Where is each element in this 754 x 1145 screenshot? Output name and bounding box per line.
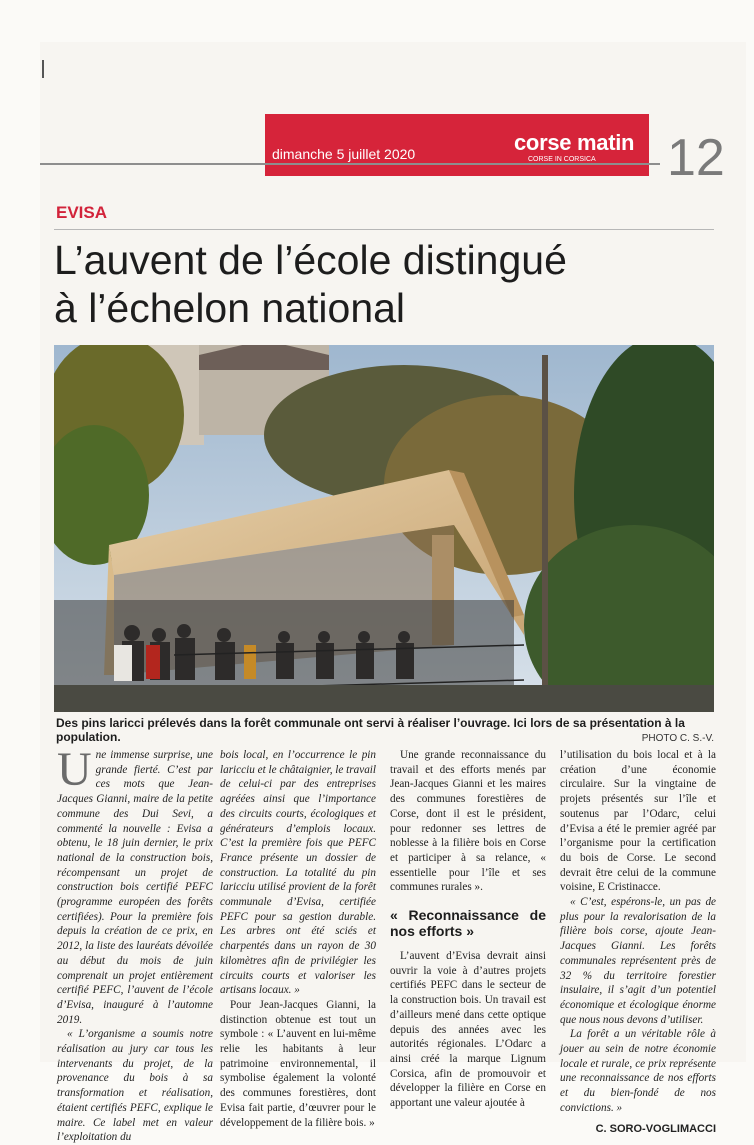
article-photo	[54, 345, 714, 712]
rubric-rule	[54, 229, 714, 230]
header-rule	[40, 163, 660, 165]
drop-cap: U	[57, 743, 92, 796]
paragraph: « L’organisme a soumis notre réalisation au jury car tous les intervenants du projet, de la provenance du bois à sa transformation et réalisation, étaient certifiés PEFC, explique le maire. Ce label met en valeur l’exploitation du	[57, 1028, 213, 1144]
paragraph: bois local, en l’occurrence le pin laricciu et le châtaignier, le travail de celui-ci par des entreprises agréées ainsi que l’importance des circuits courts, écologiques et générateurs d’emplois locaux. C’est la première fois que PEFC France présente un dossier de construction. La totalité du pin laricciu utilisé provient de la forêt communale d’Evisa, certifiée PEFC pour sa gestion durable. Les arbres ont été sciés et charpentés dans un rayon de 30 kilomètres afin de privilégier les circuits courts et valoriser les artisans locaux. »	[220, 749, 376, 997]
page-number: 12	[667, 129, 725, 187]
subheading: « Reconnaissance de nos efforts »	[390, 907, 546, 940]
paragraph: l’utilisation du bois local et à la création d’une économie circulaire. Sur la vingtaine de projets présentés sur l’île et soutenus par l’Odarc, celui d’Evisa a été le premier agréé par l’organisme pour la certification du bois de Corse. Le second devrait être celui de la commune voisine, E Cristinacce.	[560, 749, 716, 894]
author-signature: C. SORO-VOGLIMACCI	[595, 1122, 716, 1135]
article-column-2	[220, 748, 376, 1130]
headline-line-2: à l’échelon national	[54, 285, 406, 331]
photo-credit: PHOTO C. S.-V.	[641, 733, 714, 744]
paragraph: La forêt a un véritable rôle à jouer au sein de notre économie locale et rurale, ce prix représente une reconnaissance de nos efforts et du bien-fondé de nos convictions. »	[560, 1028, 716, 1114]
headline	[54, 236, 714, 332]
issue-date: dimanche 5 juillet 2020	[272, 146, 416, 162]
photo-illustration	[54, 345, 714, 712]
paragraph: Une grande reconnaissance du travail et des efforts menés par Jean-Jacques Gianni et les maires des communes forestières de Corse, dont il est le président, pour redonner ses lettres de noblesse à la filière bois en Corse et participer à sa relance, « essentielle pour l’île et ses communes rurales ».	[390, 749, 546, 894]
article-column-1	[57, 743, 213, 1145]
paragraph: L’auvent d’Evisa devrait ainsi ouvrir la voie à d’autres projets certifiés PEFC dans le secteur de la construction bois. Un travail est d’ailleurs mené dans cette optique depuis des années avec les autorités régionales. L’Odarc a ainsi créé la marque Lignum Corsica, afin de promouvoir et développer la filière en Corse en apportant une valeur ajoutée à	[390, 950, 546, 1110]
section-rubric: EVISA	[56, 203, 108, 222]
paragraph: Pour Jean-Jacques Gianni, la distinction obtenue est tout un symbole : « L’auvent en lui-même relie les habitants à leur patrimoine environnemental, il symbolise également la volonté des communes forestières, dont Evisa fait partie, d’œuvrer pour le développement de la filière bois. »	[220, 998, 376, 1129]
paragraph: « C’est, espérons-le, un pas de plus pour la revalorisation de la filière bois corse, ajoute Jean-Jacques Gianni. Les forêts communales représentent près de 32 % du territoire forestier insulaire, il s’agit d’un potentiel économique et écologique énorme que nous nous devons d’utiliser.	[560, 896, 716, 1026]
scan-mark	[42, 60, 44, 78]
article-column-3	[390, 748, 546, 1111]
photo-caption: Des pins laricci prélevés dans la forêt communale ont servi à réaliser l’ouvrage. Ici lors de sa présentation à la population.	[56, 716, 685, 744]
paragraph: ne immense surprise, une grande fierté. C’est par ces mots que Jean-Jacques Gianni, maire de la petite commune des Dui Sevi, a commenté la nouvelle : Evisa a obtenu, le 18 juin dernier, le prix national de la construction bois, récompensant un projet de construction bois certifié PEFC (programme européen des forêts certifiées). Pour la première fois depuis la création de ce prix, en 2012, la liste des lauréats dévoilée au début du mois de juin comprenait un projet entièrement certifié PEFC, l’auvent de l’école d’Evisa, inauguré à l’automne 2019.	[57, 749, 213, 1026]
newspaper-tagline: CORSE IN CORSICA	[528, 156, 596, 163]
headline-line-1: L’auvent de l’école distingué	[54, 237, 567, 283]
article-column-4	[560, 748, 716, 1136]
newspaper-logo: corse matin	[514, 130, 635, 155]
